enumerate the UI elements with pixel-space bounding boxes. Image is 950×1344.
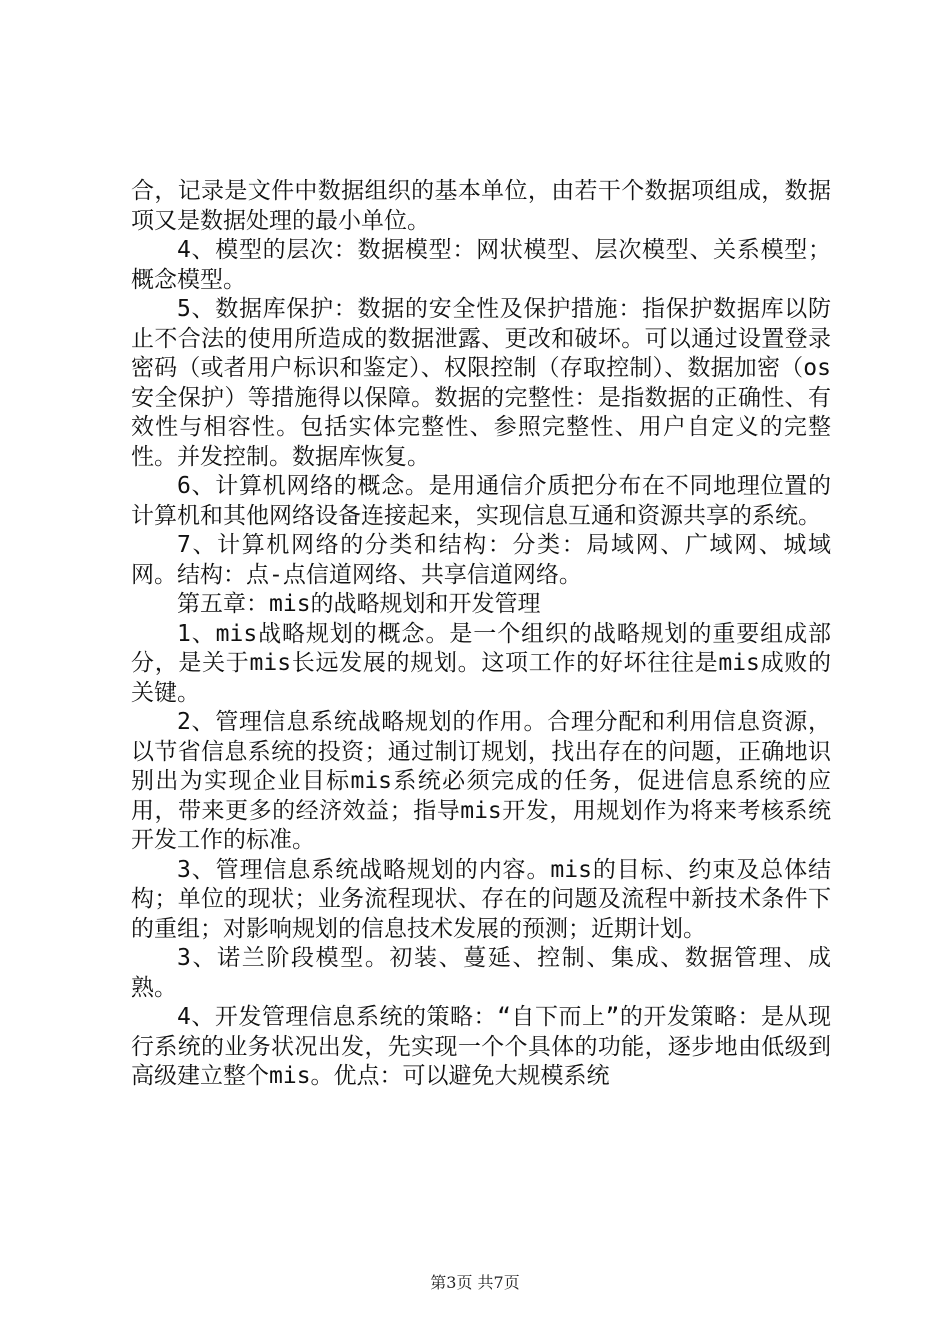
paragraph-strategy-content: 3、管理信息系统战略规划的内容。mis的目标、约束及总体结构；单位的现状；业务流程现状、存在的问题及流程中新技术条件下的重组；对影响规划的信息技术发展的预测；近期计划。 — [131, 856, 831, 942]
paragraph-nolan-model: 3、诺兰阶段模型。初装、蔓延、控制、集成、数据管理、成熟。 — [131, 945, 831, 1001]
paragraph-network-classification: 7、计算机网络的分类和结构：分类：局域网、广域网、城域网。结构：点-点信道网络、共享信道网络。 — [131, 532, 831, 588]
paragraph-continuation: 合，记录是文件中数据组织的基本单位，由若干个数据项组成，数据项又是数据处理的最小单位。 — [131, 178, 831, 234]
paragraph-strategy-role: 2、管理信息系统战略规划的作用。合理分配和利用信息资源，以节省信息系统的投资；通过制订规划，找出存在的问题，正确地识别出为实现企业目标mis系统必须完成的任务，促进信息系统的应用，带来更多的经济效益；指导mis开发，用规划作为将来考核系统开发工作的标准。 — [131, 709, 831, 853]
paragraph-development-strategy: 4、开发管理信息系统的策略：“自下而上”的开发策略：是从现行系统的业务状况出发，先实现一个个具体的功能，逐步地由低级到高级建立整个mis。优点：可以避免大规模系统 — [131, 1004, 831, 1089]
document-body — [131, 177, 831, 1092]
page-footer: 第3页 共7页 — [430, 1273, 520, 1292]
paragraph-database-protection: 5、数据库保护：数据的安全性及保护措施：指保护数据库以防止不合法的使用所造成的数据泄露、更改和破坏。可以通过设置登录密码（或者用户标识和鉴定）、权限控制（存取控制）、数据加密（os安全保护）等措施得以保障。数据的完整性：是指数据的正确性、有效性与相容性。包括实体完整性、参照完整性、用户自定义的完整性。并发控制。数据库恢复。 — [131, 296, 831, 470]
chapter-heading: 第五章：mis的战略规划和开发管理 — [177, 591, 541, 617]
paragraph-model-levels: 4、模型的层次：数据模型：网状模型、层次模型、关系模型；概念模型。 — [131, 237, 831, 293]
paragraph-mis-strategy-concept: 1、mis战略规划的概念。是一个组织的战略规划的重要组成部分，是关于mis长远发展的规划。这项工作的好坏往往是mis成败的关键。 — [131, 620, 831, 706]
paragraph-network-concept: 6、计算机网络的概念。是用通信介质把分布在不同地理位置的计算机和其他网络设备连接起来，实现信息互通和资源共享的系统。 — [131, 473, 831, 529]
